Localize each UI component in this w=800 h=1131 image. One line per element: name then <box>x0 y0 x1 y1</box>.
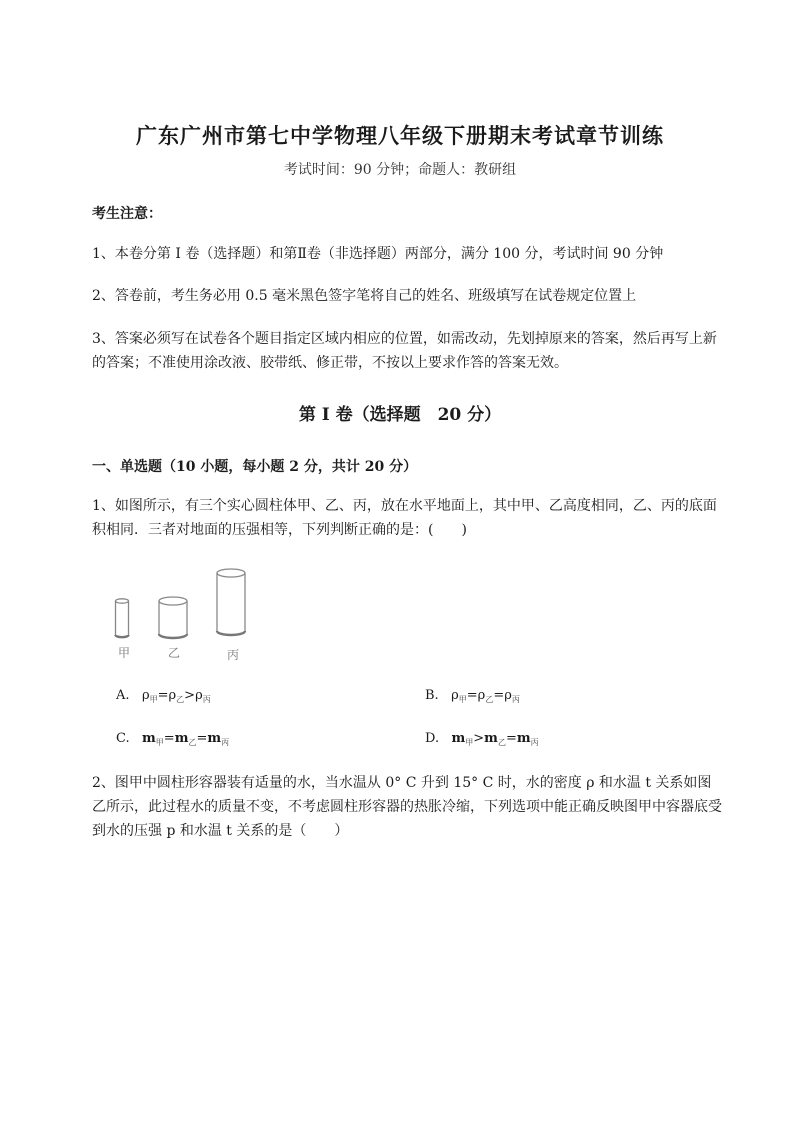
cylinder-bing <box>217 569 245 635</box>
document-title: 广东广州市第七中学物理八年级下册期末考试章节训练 <box>136 123 664 148</box>
cylinder-yi <box>159 597 187 638</box>
question-2-text: 2、图甲中圆柱形容器装有适量的水，当水温从 0° C 升到 15° C 时，水的密度 ρ 和水温 t 关系如图乙所示，此过程水的质量不变，不考虑圆柱形容器的热胀冷缩，下列选项中能正确反映图甲中容器底受到水的压强 p 和水温 t 关系的是（ ） <box>92 775 722 839</box>
cylinder-jia <box>116 599 129 637</box>
option-d[interactable]: D. $m_甲>m_乙=m_丙$ <box>425 731 539 747</box>
option-c[interactable]: C. $m_甲=m_乙=m_丙$ <box>116 731 230 747</box>
label-jia: 甲 <box>117 646 131 660</box>
label-bing: 丙 <box>226 648 240 662</box>
cylinders-diagram <box>105 563 265 663</box>
label-yi: 乙 <box>167 646 181 660</box>
exam-info: 考试时间：90 分钟；命题人：教研组 <box>283 162 517 178</box>
part-heading: 一、单选题（10 小题，每小题 2 分，共计 20 分） <box>92 459 418 475</box>
cylinders-figure <box>105 563 265 663</box>
notice-item-1: 1、本卷分第 I 卷（选择题）和第Ⅱ卷（非选择题）两部分，满分 100 分，考试时间 90 分钟 <box>92 246 664 262</box>
option-b[interactable]: B. $\rho_甲=\rho_乙=\rho_丙$ <box>425 688 520 704</box>
notice-item-2: 2、答卷前，考生务必用 0.5 毫米黑色签字笔将自己的姓名、班级填写在试卷规定位置上 <box>92 288 637 304</box>
option-a[interactable]: A. $\rho_甲=\rho_乙>\rho_丙$ <box>116 688 211 704</box>
notice-heading: 考生注意： <box>92 206 162 222</box>
notice-item-3: 3、答案必须写在试卷各个题目指定区域内相应的位置，如需改动，先划掉原来的答案，然后再写上新的答案；不准使用涂改液、胶带纸、修正带，不按以上要求作答的答案无效。 <box>92 331 717 371</box>
section-title: 第 I 卷（选择题 20 分） <box>298 405 502 425</box>
question-1-text: 1、如图所示，有三个实心圆柱体甲、乙、丙，放在水平地面上，其中甲、乙高度相同，乙、丙的底面积相同．三者对地面的压强相等，下列判断正确的是：( ) <box>92 498 717 538</box>
